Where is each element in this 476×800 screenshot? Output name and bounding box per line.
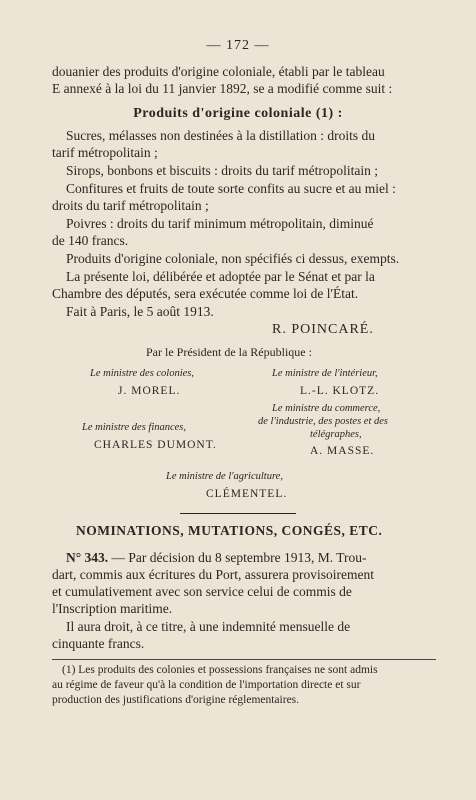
footnote-divider bbox=[52, 659, 436, 660]
minister-agriculture-name: CLÉMENTEL. bbox=[206, 488, 288, 500]
item-poivres-line-1: Poivres : droits du tarif minimum métropolitain, diminué bbox=[66, 216, 374, 231]
minister-commerce-name: A. MASSE. bbox=[310, 445, 375, 457]
nomination-line-4: l'Inscription maritime. bbox=[52, 601, 173, 616]
item-sirops: Sirops, bonbons et biscuits : droits du tarif métropolitain ; bbox=[66, 163, 378, 178]
item-confitures-line-1: Confitures et fruits de toute sorte confits au sucre et au miel : bbox=[66, 181, 396, 196]
item-poivres-line-2: de 140 francs. bbox=[52, 233, 129, 248]
nominations-heading: NOMINATIONS, MUTATIONS, CONGÉS, ETC. bbox=[76, 523, 383, 538]
minister-interieur-name: L.-L. KLOTZ. bbox=[300, 385, 380, 397]
item-confitures-line-2: droits du tarif métropolitain ; bbox=[52, 198, 209, 213]
footnote-line-1: (1) Les produits des colonies et possessions françaises ne sont admis bbox=[62, 664, 378, 676]
section-divider bbox=[180, 513, 296, 514]
minister-commerce-line-1: Le ministre du commerce, bbox=[272, 403, 381, 414]
nomination-line-5: Il aura droit, à ce titre, à une indemnité mensuelle de bbox=[66, 619, 351, 634]
signatory-name: R. POINCARÉ. bbox=[272, 322, 374, 337]
intro-line-1: douanier des produits d'origine coloniale, établi par le tableau bbox=[52, 64, 385, 79]
minister-commerce-line-2: de l'industrie, des postes et des bbox=[258, 416, 388, 427]
item-sucres-line-1: Sucres, mélasses non destinées à la distillation : droits du bbox=[66, 128, 375, 143]
nomination-line-1 bbox=[66, 550, 367, 566]
done-at: Fait à Paris, le 5 août 1913. bbox=[66, 304, 214, 319]
item-produits: Produits d'origine coloniale, non spécifiés ci dessus, exempts. bbox=[66, 251, 400, 266]
page-number: — 172 — bbox=[206, 38, 270, 53]
nomination-line-2: dart, commis aux écritures du Port, assurera provisoirement bbox=[52, 567, 375, 582]
minister-finances-name: CHARLES DUMONT. bbox=[94, 439, 217, 451]
minister-agriculture-title: Le ministre de l'agriculture, bbox=[166, 471, 283, 482]
minister-colonies-name: J. MOREL. bbox=[118, 385, 181, 397]
minister-finances-title: Le ministre des finances, bbox=[82, 422, 187, 433]
nomination-line-3: et cumulativement avec son service celui de commis de bbox=[52, 584, 352, 599]
by-president: Par le Président de la République : bbox=[146, 345, 312, 359]
footnote-line-3: production des justifications d'origine réglementaires. bbox=[52, 694, 300, 706]
section-title: Produits d'origine coloniale (1) : bbox=[133, 106, 343, 121]
item-sucres-line-2: tarif métropolitain ; bbox=[52, 145, 158, 160]
footnote-line-2: au régime de faveur qu'à la condition de l'importation directe et sur bbox=[52, 679, 361, 691]
minister-colonies-title: Le ministre des colonies, bbox=[90, 368, 195, 379]
nomination-line-1-text: — Par décision du 8 septembre 1913, M. Trou- bbox=[111, 550, 367, 565]
minister-commerce-line-3: télégraphes, bbox=[310, 429, 362, 440]
nomination-number: N° 343. bbox=[66, 550, 109, 565]
intro-line-2: E annexé à la loi du 11 janvier 1892, se a modifié comme suit : bbox=[52, 81, 393, 96]
minister-interieur-title: Le ministre de l'intérieur, bbox=[272, 368, 378, 379]
nomination-line-6: cinquante francs. bbox=[52, 636, 145, 651]
law-line-1: La présente loi, délibérée et adoptée par le Sénat et par la bbox=[66, 269, 375, 284]
law-line-2: Chambre des députés, sera exécutée comme loi de l'État. bbox=[52, 286, 359, 301]
